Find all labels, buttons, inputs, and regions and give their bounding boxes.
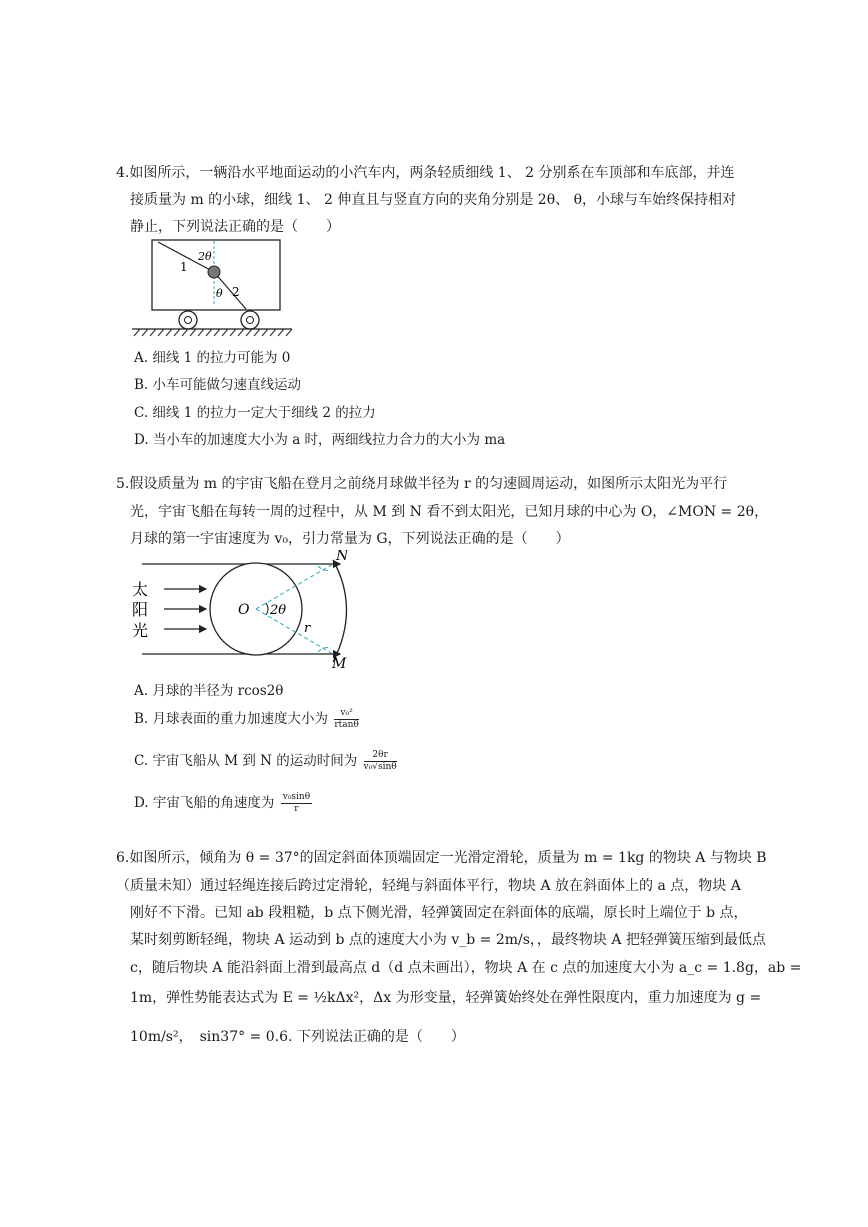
wheel-left bbox=[179, 311, 197, 329]
fraction-numerator: 2θr bbox=[364, 750, 397, 762]
q5-line-3: 月球的第一宇宙速度为 v₀，引力常量为 G，下列说法正确的是（ ） bbox=[130, 531, 570, 547]
moon bbox=[210, 563, 302, 655]
q6-line-1: 6.如图所示，倾角为 θ = 37°的固定斜面体顶端固定一光滑定滑轮，质量为 m = 1kg 的物块 A 与物块 B bbox=[116, 850, 767, 866]
q5-option-c-text: C. 宇宙飞船从 M 到 N 的运动时间为 bbox=[134, 753, 358, 769]
q5-line-1: 5.假设质量为 m 的宇宙飞船在登月之前绕月球做半径为 r 的匀速圆周运动，如图所示太阳光为平行 bbox=[116, 476, 728, 492]
q4-option-d[interactable]: D. 当小车的加速度大小为 a 时，两细线拉力合力的大小为 ma bbox=[134, 432, 506, 448]
q5-option-b-fraction bbox=[334, 708, 359, 731]
label-r: r bbox=[304, 621, 311, 636]
label-line-1: 1 bbox=[180, 260, 188, 274]
fraction-denominator: v₀√sinθ bbox=[363, 762, 397, 772]
q6-line-2: （质量未知）通过轻绳连接后跨过定滑轮，轻绳与斜面体平行，物块 A 放在斜面体上的 a 点，物块 A bbox=[116, 878, 741, 894]
sun-char-2: 阳 bbox=[132, 600, 149, 619]
q5-moon-figure bbox=[128, 550, 368, 672]
q5-option-b-text: B. 月球表面的重力加速度大小为 bbox=[134, 711, 329, 727]
q6-line-4: 某时刻剪断轻绳，物块 A 运动到 b 点的速度大小为 v_b = 2m/s，，最终物块 A 把轻弹簧压缩到最低点 bbox=[130, 932, 766, 948]
q4-line-1: 4.如图所示，一辆沿水平地面运动的小汽车内，两条轻质细线 1、 2 分别系在车顶部和车底部，并连 bbox=[116, 165, 735, 181]
label-angle: 2θ bbox=[270, 603, 287, 618]
q6-line-6: 1m，弹性势能表达式为 E = ½kΔx²，Δx 为形变量，轻弹簧始终处在弹性限度内，重力加速度为 g = bbox=[130, 990, 762, 1006]
q4-car-figure bbox=[128, 236, 298, 341]
q6-line-7: 10m/s²， sin37° = 0.6. 下列说法正确的是（ ） bbox=[130, 1029, 465, 1045]
q6-line-5: c，随后物块 A 能沿斜面上滑到最高点 d（d 点未画出），物块 A 在 c 点的加速度大小为 a_c = 1.8g，ab = bbox=[130, 960, 802, 976]
q5-option-d-text: D. 宇宙飞船的角速度为 bbox=[134, 795, 275, 811]
label-line-2: 2 bbox=[232, 285, 240, 299]
q5-option-c-fraction bbox=[364, 750, 397, 773]
q5-option-b[interactable] bbox=[134, 708, 361, 734]
orbit-arc bbox=[333, 560, 347, 662]
label-O: O bbox=[238, 602, 250, 618]
q6-line-3: 刚好不下滑。已知 ab 段粗糙，b 点下侧光滑，轻弹簧固定在斜面体的底端，原长时上端位于 b 点， bbox=[130, 905, 748, 921]
sun-char-3: 光 bbox=[132, 621, 149, 640]
q4-option-b[interactable]: B. 小车可能做匀速直线运动 bbox=[134, 377, 302, 393]
sun-char-1: 太 bbox=[132, 580, 149, 599]
ground-hatch bbox=[134, 329, 292, 336]
wheel-right bbox=[241, 311, 259, 329]
label-N: N bbox=[336, 550, 349, 564]
q5-option-d[interactable] bbox=[134, 792, 314, 818]
q4-option-a[interactable]: A. 细线 1 的拉力可能为 0 bbox=[134, 350, 291, 366]
label-angle-bottom: θ bbox=[216, 287, 223, 300]
fraction-denominator: r bbox=[294, 804, 299, 814]
q4-line-3: 静止，下列说法正确的是（ ） bbox=[130, 219, 340, 235]
q5-option-c[interactable] bbox=[134, 750, 399, 776]
fraction-numerator: v₀² bbox=[334, 708, 359, 720]
fraction-denominator: rtanθ bbox=[334, 720, 359, 730]
label-M: M bbox=[332, 656, 347, 672]
fraction-numerator: v₀sinθ bbox=[282, 792, 311, 802]
label-angle-top: 2θ bbox=[198, 250, 212, 263]
q5-line-2: 光，宇宙飞船在每转一周的过程中，从 M 到 N 看不到太阳光，已知月球的中心为 O，∠MON = 2θ， bbox=[130, 504, 769, 520]
q4-option-c[interactable]: C. 细线 1 的拉力一定大于细线 2 的拉力 bbox=[134, 405, 376, 421]
q5-option-d-fraction bbox=[281, 792, 312, 815]
q4-line-2: 接质量为 m 的小球，细线 1、 2 伸直且与竖直方向的夹角分别是 2θ、 θ，小球与车始终保持相对 bbox=[130, 192, 737, 208]
q5-option-a[interactable]: A. 月球的半径为 rcos2θ bbox=[134, 683, 284, 699]
ball bbox=[208, 266, 220, 278]
